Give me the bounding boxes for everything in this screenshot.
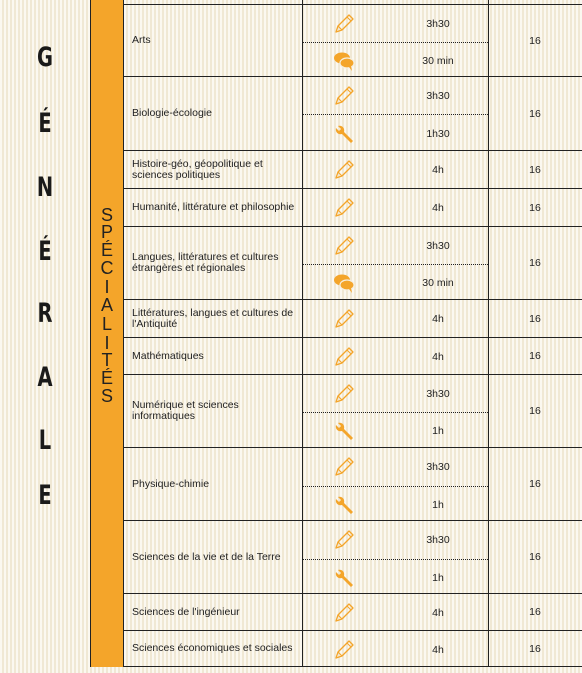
table-row bbox=[124, 447, 582, 520]
pencil-icon bbox=[302, 375, 386, 412]
specialites-letter: I bbox=[104, 333, 110, 353]
generale-letter: É bbox=[38, 236, 52, 267]
coefficient: 16 bbox=[529, 257, 541, 269]
specialites-letter: P bbox=[100, 222, 113, 242]
exam-duration: 1h30 bbox=[426, 127, 450, 140]
wrench-icon bbox=[302, 115, 386, 152]
generale-letter: E bbox=[38, 480, 52, 511]
subject-label: Mathématiques bbox=[132, 349, 204, 362]
subject-label: Sciences de l'ingénieur bbox=[132, 605, 240, 618]
pencil-icon bbox=[302, 77, 386, 114]
exam-duration: 3h30 bbox=[426, 534, 450, 546]
table-row bbox=[124, 188, 582, 226]
exam-duration: 3h30 bbox=[426, 239, 450, 252]
specialites-letter: A bbox=[100, 295, 113, 315]
exam-duration: 4h bbox=[432, 202, 444, 214]
specialites-letter: É bbox=[100, 368, 113, 388]
table-row bbox=[124, 226, 582, 299]
table-row bbox=[124, 520, 582, 593]
speech-bubble-icon bbox=[302, 265, 386, 301]
pencil-icon bbox=[302, 151, 386, 189]
subject-label: Arts bbox=[132, 34, 151, 46]
coefficient: 16 bbox=[529, 551, 541, 563]
generale-letter: R bbox=[37, 298, 53, 329]
table-row bbox=[124, 337, 582, 374]
exam-duration: 1h bbox=[432, 571, 444, 584]
specialites-letter: É bbox=[100, 240, 113, 260]
exam-duration: 4h bbox=[432, 313, 444, 325]
coefficient: 16 bbox=[529, 107, 541, 120]
subject-label: Sciences économiques et sociales bbox=[132, 642, 293, 654]
exam-duration: 3h30 bbox=[426, 89, 450, 102]
pencil-icon bbox=[302, 338, 386, 375]
pencil-icon bbox=[302, 448, 386, 486]
exam-duration: 1h bbox=[432, 498, 444, 511]
specialites-letter: I bbox=[104, 277, 110, 297]
specialites-letter: T bbox=[101, 350, 113, 370]
exam-duration: 1h bbox=[432, 425, 444, 437]
specialites-letter: L bbox=[101, 314, 112, 334]
table-row bbox=[124, 299, 582, 337]
specialites-letter: S bbox=[100, 205, 113, 225]
wrench-icon bbox=[302, 413, 386, 449]
pencil-icon bbox=[302, 189, 386, 227]
subject-label: Histoire-géo, géopolitique et sciences politiques bbox=[132, 157, 263, 181]
table-row bbox=[124, 630, 582, 667]
pencil-icon bbox=[302, 5, 386, 42]
pencil-icon bbox=[302, 594, 386, 631]
subject-label: Physique-chimie bbox=[132, 477, 210, 490]
pencil-icon bbox=[302, 227, 386, 264]
coefficient: 16 bbox=[529, 405, 541, 417]
generale-letter: G bbox=[37, 42, 53, 73]
coefficient: 16 bbox=[529, 606, 541, 618]
subject-label: Sciences de la vie et de la Terre bbox=[132, 550, 281, 563]
wrench-icon bbox=[302, 560, 386, 595]
exam-duration: 30 min bbox=[422, 54, 454, 67]
table-row bbox=[124, 76, 582, 150]
table-row bbox=[124, 150, 582, 188]
generale-letter: N bbox=[36, 172, 54, 203]
specialites-letter: C bbox=[100, 258, 114, 278]
subject-label: Littératures, langues et cultures de l'Antiquité bbox=[132, 306, 294, 330]
exam-duration: 3h30 bbox=[426, 17, 450, 30]
coefficient: 16 bbox=[529, 350, 541, 362]
coefficient: 16 bbox=[529, 201, 541, 214]
table-row bbox=[124, 374, 582, 447]
specialites-bar bbox=[90, 0, 124, 667]
pencil-icon bbox=[302, 300, 386, 338]
table-row bbox=[124, 593, 582, 630]
pencil-icon bbox=[302, 521, 386, 559]
generale-letter: A bbox=[37, 362, 53, 393]
generale-letter: L bbox=[38, 425, 52, 456]
coefficient: 16 bbox=[529, 34, 541, 47]
exam-duration: 3h30 bbox=[426, 387, 450, 400]
generale-column bbox=[0, 0, 90, 667]
exam-duration: 4h bbox=[432, 164, 444, 176]
generale-letter: É bbox=[38, 108, 52, 139]
exam-duration: 3h30 bbox=[426, 461, 450, 473]
exam-duration: 30 min bbox=[422, 277, 454, 289]
speech-bubble-icon bbox=[302, 43, 386, 78]
wrench-icon bbox=[302, 487, 386, 522]
subject-label: Numérique et sciences informatiques bbox=[132, 399, 239, 422]
exam-duration: 4h bbox=[432, 350, 444, 363]
exam-duration: 4h bbox=[432, 606, 444, 619]
coefficient: 16 bbox=[529, 163, 541, 176]
coefficient: 16 bbox=[529, 642, 541, 655]
pencil-icon bbox=[302, 631, 386, 668]
subject-label: Langues, littératures et cultures étrangères et régionales bbox=[132, 251, 279, 274]
specialites-letter: S bbox=[100, 386, 113, 406]
subject-label: Humanité, littérature et philosophie bbox=[132, 201, 295, 213]
subject-label: Biologie-écologie bbox=[132, 107, 212, 119]
exam-duration: 4h bbox=[432, 643, 444, 656]
table-row bbox=[124, 4, 582, 76]
coefficient: 16 bbox=[529, 478, 541, 490]
coefficient: 16 bbox=[529, 312, 541, 325]
